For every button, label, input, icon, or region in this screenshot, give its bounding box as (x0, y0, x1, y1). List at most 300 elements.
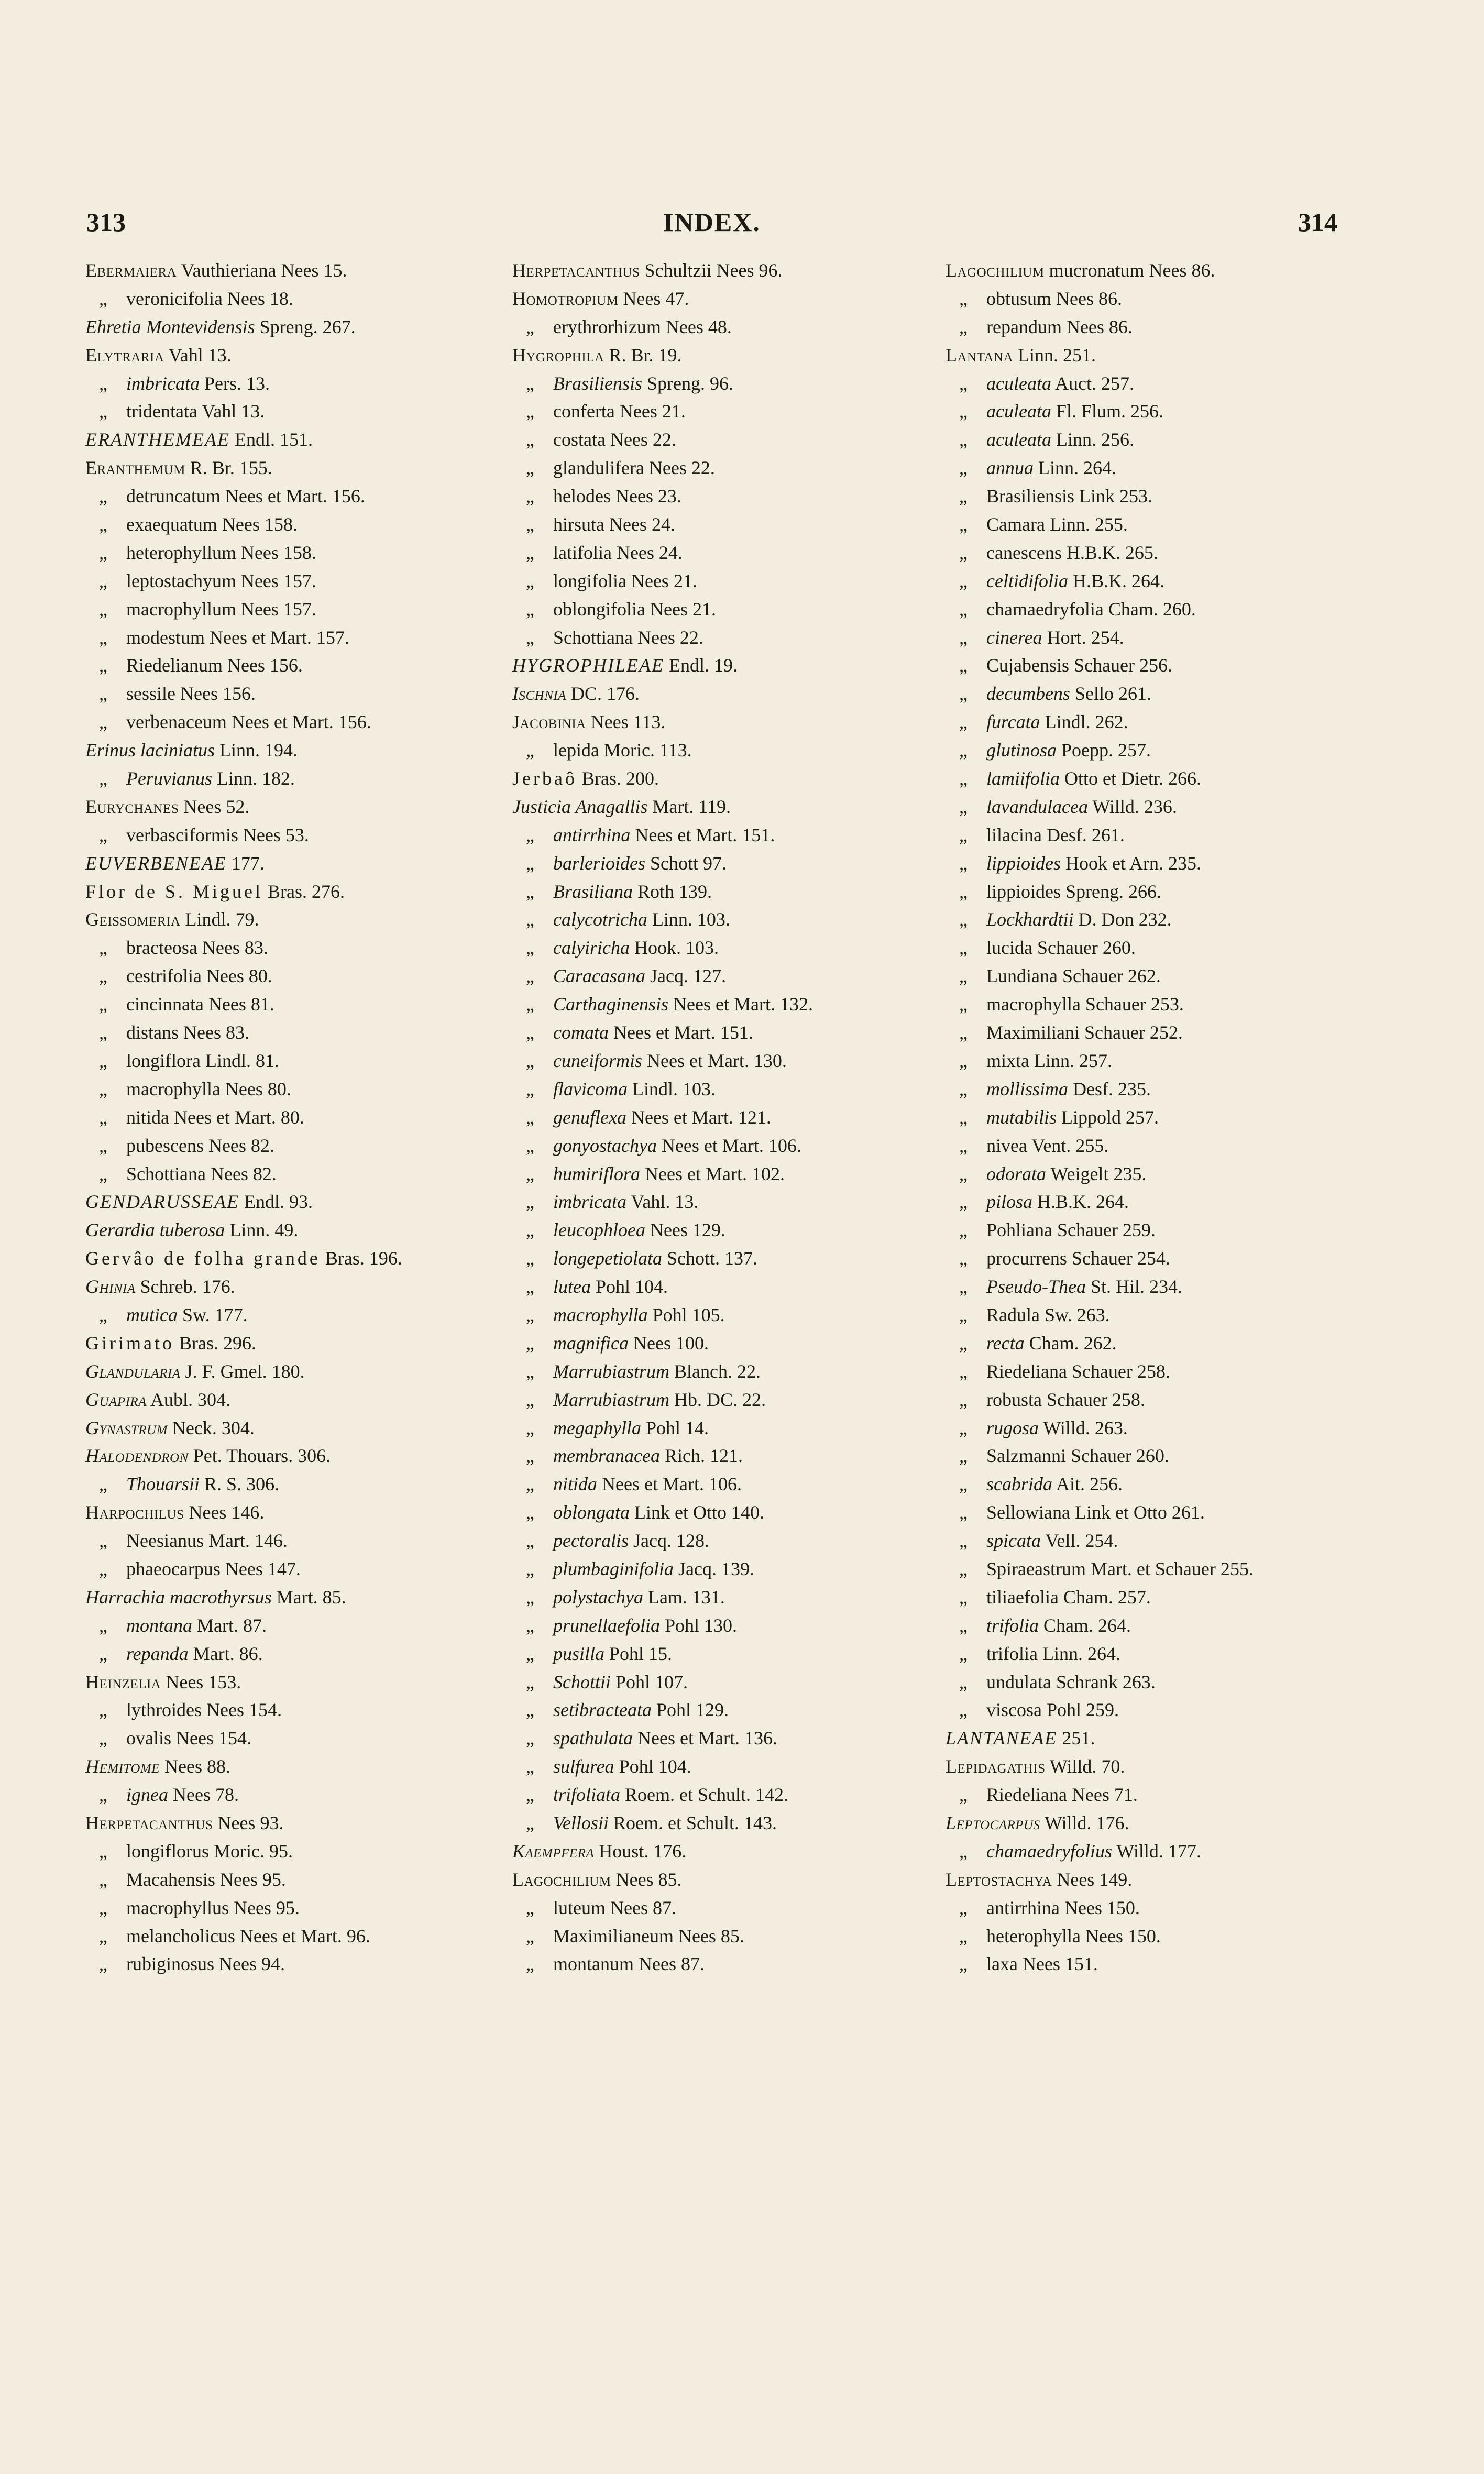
index-entry (512, 342, 931, 370)
entry-text: Nees 153. (161, 1671, 241, 1692)
index-subentry (512, 1188, 931, 1216)
entry-lead: lutea (553, 1276, 591, 1298)
ditto-mark: „ (526, 1106, 534, 1128)
entry-text: antirrhina Nees 150. (986, 1897, 1140, 1918)
ditto-mark: „ (959, 1304, 968, 1325)
entry-text: Spreng. 267. (255, 316, 356, 337)
index-subentry (946, 821, 1443, 850)
index-entry (85, 1753, 499, 1781)
entry-text: Endl. 151. (229, 429, 313, 450)
entry-text: DC. 176. (566, 683, 640, 705)
entry-text: undulata Schrank 263. (986, 1671, 1156, 1692)
ditto-mark: „ (959, 1699, 968, 1721)
ditto-mark: „ (526, 1360, 534, 1382)
entry-text: Sw. 177. (177, 1304, 248, 1325)
entry-text: montanum Nees 87. (553, 1953, 705, 1975)
index-subentry (512, 1640, 931, 1668)
index-subentry (946, 426, 1443, 454)
ditto-mark: „ (959, 288, 968, 309)
ditto-mark: „ (526, 1304, 534, 1325)
index-subentry (512, 1019, 931, 1047)
entry-lead: Halodendron (85, 1445, 189, 1467)
index-subentry (946, 539, 1443, 567)
index-subentry (85, 1724, 499, 1753)
ditto-mark: „ (526, 1022, 534, 1043)
ditto-mark: „ (959, 1106, 968, 1128)
ditto-mark: „ (526, 1643, 534, 1664)
ditto-mark: „ (526, 1784, 534, 1806)
ditto-mark: „ (99, 542, 107, 563)
index-subentry (85, 991, 499, 1019)
entry-lead: annua (986, 457, 1034, 479)
index-entry (512, 652, 931, 680)
index-subentry (946, 313, 1443, 342)
entry-text: Pohl 130. (659, 1614, 738, 1636)
index-subentry (946, 624, 1443, 652)
entry-text: Roth 139. (633, 881, 712, 902)
index-column-3 (946, 257, 1443, 1978)
entry-text: Blanch. 22. (669, 1360, 761, 1382)
entry-lead: Ghinia (85, 1276, 136, 1298)
ditto-mark: „ (526, 1614, 534, 1636)
index-subentry (512, 398, 931, 426)
index-subentry (85, 1132, 499, 1160)
index-subentry (946, 1245, 1443, 1273)
entry-lead: Leptostachya (946, 1868, 1052, 1890)
entry-text: Nees et Mart. 130. (642, 1050, 787, 1071)
index-subentry (85, 962, 499, 991)
index-entry (946, 1809, 1443, 1838)
entry-lead: membranacea (553, 1445, 660, 1467)
ditto-mark: „ (959, 1643, 968, 1664)
index-subentry (946, 567, 1443, 596)
index-subentry (512, 1132, 931, 1160)
ditto-mark: „ (959, 683, 968, 705)
ditto-mark: „ (526, 909, 534, 930)
index-entry (85, 1358, 499, 1386)
entry-lead: Eranthemum (85, 457, 185, 479)
ditto-mark: „ (99, 401, 107, 422)
index-subentry (946, 454, 1443, 482)
index-subentry (946, 1188, 1443, 1216)
entry-text: Riedeliana Nees 71. (986, 1784, 1138, 1806)
entry-text: longifolia Nees 21. (553, 570, 697, 591)
ditto-mark: „ (99, 514, 107, 535)
entry-text: hirsuta Nees 24. (553, 514, 675, 535)
entry-lead: pectoralis (553, 1530, 629, 1552)
index-subentry (946, 1216, 1443, 1245)
index-subentry (946, 1047, 1443, 1075)
entry-text: Nees 129. (645, 1219, 725, 1241)
entry-lead: Elytraria (85, 344, 164, 366)
entry-text: Hort. 254. (1042, 626, 1124, 648)
index-subentry (946, 1668, 1443, 1697)
entry-text: Pohl 105. (647, 1304, 725, 1325)
index-subentry (85, 765, 499, 793)
ditto-mark: „ (959, 1530, 968, 1552)
index-column-2 (512, 257, 931, 1978)
entry-lead: Schottii (553, 1671, 611, 1692)
ditto-mark: „ (99, 1530, 107, 1552)
ditto-mark: „ (959, 1558, 968, 1579)
entry-lead: celtidifolia (986, 570, 1068, 591)
ditto-mark: „ (959, 994, 968, 1015)
index-subentry (85, 1555, 499, 1584)
index-subentry (512, 1894, 931, 1922)
ditto-mark: „ (526, 1671, 534, 1692)
ditto-mark: „ (959, 514, 968, 535)
page-number-left: 313 (86, 207, 126, 237)
ditto-mark: „ (959, 1022, 968, 1043)
ditto-mark: „ (959, 1191, 968, 1213)
entry-text: Bras. 276. (263, 881, 345, 902)
index-subentry (946, 1555, 1443, 1584)
entry-text: Willd. 70. (1045, 1756, 1125, 1777)
index-subentry (946, 906, 1443, 934)
entry-text: heterophylla Nees 150. (986, 1925, 1161, 1947)
entry-text: melancholicus Nees et Mart. 96. (126, 1925, 370, 1947)
ditto-mark: „ (526, 1219, 534, 1241)
entry-lead: longepetiolata (553, 1248, 662, 1269)
entry-text: Weigelt 235. (1046, 1163, 1147, 1184)
entry-text: Neck. 304. (167, 1417, 255, 1438)
entry-text: D. Don 232. (1073, 909, 1172, 930)
index-entry (512, 708, 931, 736)
entry-text: Lundiana Schauer 262. (986, 965, 1161, 987)
entry-text: cincinnata Nees 81. (126, 994, 274, 1015)
entry-lead: Ehretia Montevidensis (85, 316, 255, 337)
index-entry (85, 1188, 499, 1216)
entry-text: R. S. 306. (200, 1474, 280, 1495)
entry-text: Nees 113. (586, 711, 666, 733)
index-subentry (946, 1499, 1443, 1527)
entry-text: Aubl. 304. (146, 1389, 230, 1410)
entry-text: Rich. 121. (659, 1445, 743, 1467)
entry-lead: Brasiliensis (553, 372, 643, 394)
entry-lead: Thouarsii (126, 1474, 200, 1495)
entry-text: Nees 47. (618, 288, 689, 309)
index-subentry (512, 567, 931, 596)
entry-lead: Vellosii (553, 1812, 609, 1833)
ditto-mark: „ (99, 824, 107, 845)
index-subentry (946, 1019, 1443, 1047)
entry-text: Ait. 256. (1052, 1474, 1123, 1495)
ditto-mark: „ (99, 1840, 107, 1862)
ditto-mark: „ (526, 965, 534, 987)
entry-lead: Gynastrum (85, 1417, 168, 1438)
entry-lead: Ebermaiera (85, 260, 177, 281)
entry-lead: glutinosa (986, 740, 1057, 761)
index-subentry (85, 511, 499, 539)
entry-text: verbasciformis Nees 53. (126, 824, 309, 845)
index-subentry (946, 878, 1443, 906)
entry-text: Nees et Mart. 151. (608, 1022, 753, 1043)
index-subentry (512, 1358, 931, 1386)
index-subentry (512, 1922, 931, 1951)
index-subentry (85, 708, 499, 736)
entry-text: Willd. 176. (1040, 1812, 1129, 1833)
ditto-mark: „ (99, 655, 107, 676)
entry-lead: Guapira (85, 1389, 147, 1410)
ditto-mark: „ (959, 740, 968, 761)
index-subentry (512, 1160, 931, 1189)
index-subentry (512, 934, 931, 962)
ditto-mark: „ (526, 1135, 534, 1156)
ditto-mark: „ (526, 514, 534, 535)
entry-text: Jacq. 127. (645, 965, 726, 987)
entry-lead: Glandularia (85, 1360, 181, 1382)
index-subentry (946, 1950, 1443, 1978)
ditto-mark: „ (959, 1417, 968, 1438)
entry-lead: setibracteata (553, 1699, 652, 1721)
entry-text: Mart. 87. (192, 1614, 267, 1636)
entry-text: detruncatum Nees et Mart. 156. (126, 486, 365, 507)
index-subentry (512, 1527, 931, 1555)
entry-text: chamaedryfolia Cham. 260. (986, 598, 1196, 620)
entry-lead: aculeata (986, 401, 1051, 422)
entry-text: verbenaceum Nees et Mart. 156. (126, 711, 371, 733)
entry-lead: ignea (126, 1784, 168, 1806)
entry-text: Vauthieriana Nees 15. (177, 260, 347, 281)
entry-text: laxa Nees 151. (986, 1953, 1098, 1975)
ditto-mark: „ (526, 1530, 534, 1552)
entry-text: Spiraeastrum Mart. et Schauer 255. (986, 1558, 1254, 1579)
entry-lead: trifolia (986, 1614, 1039, 1636)
entry-text: Mart. 119. (647, 796, 731, 817)
index-subentry (512, 1329, 931, 1358)
ditto-mark: „ (526, 1586, 534, 1608)
ditto-mark: „ (526, 457, 534, 479)
index-subentry (946, 1132, 1443, 1160)
index-entry (85, 1273, 499, 1301)
index-entry (512, 285, 931, 313)
index-entry (85, 1584, 499, 1612)
page-header (86, 207, 1337, 244)
entry-lead: Geissomeria (85, 909, 181, 930)
entry-text: Nees 93. (213, 1812, 284, 1833)
index-subentry (512, 482, 931, 511)
index-subentry (85, 1470, 499, 1499)
entry-text: Pohl 104. (614, 1756, 691, 1777)
index-subentry (85, 1866, 499, 1894)
entry-lead: spathulata (553, 1728, 633, 1749)
ditto-mark: „ (526, 1699, 534, 1721)
ditto-mark: „ (959, 372, 968, 394)
index-entry (85, 1809, 499, 1838)
entry-text: Linn. 194. (215, 740, 298, 761)
entry-text: robusta Schauer 258. (986, 1389, 1145, 1410)
entry-text: Bras. 196. (320, 1248, 402, 1269)
index-subentry (85, 1950, 499, 1978)
entry-lead: Harpochilus (85, 1502, 184, 1523)
ditto-mark: „ (959, 1332, 968, 1354)
index-entry (512, 680, 931, 708)
index-subentry (85, 370, 499, 398)
entry-text: rubiginosus Nees 94. (126, 1953, 285, 1975)
index-subentry (946, 1273, 1443, 1301)
entry-text: Radula Sw. 263. (986, 1304, 1110, 1325)
entry-text: Salzmanni Schauer 260. (986, 1445, 1169, 1467)
entry-text: Nees 85. (611, 1868, 682, 1890)
entry-lead: humiriflora (553, 1163, 641, 1184)
ditto-mark: „ (99, 626, 107, 648)
entry-text: Nees et Mart. 106. (656, 1135, 801, 1156)
index-entry (85, 1216, 499, 1245)
ditto-mark: „ (526, 1812, 534, 1833)
entry-lead: barlerioides (553, 852, 645, 874)
entry-text: Lindl. 79. (180, 909, 259, 930)
entry-lead: polystachya (553, 1586, 643, 1608)
ditto-mark: „ (99, 683, 107, 705)
index-subentry (512, 1668, 931, 1697)
index-subentry (512, 1216, 931, 1245)
entry-text: Linn. 251. (1013, 344, 1096, 366)
ditto-mark: „ (526, 740, 534, 761)
index-entry (85, 850, 499, 878)
entry-lead: antirrhina (553, 824, 631, 845)
ditto-mark: „ (99, 1643, 107, 1664)
entry-lead: gonyostachya (553, 1135, 657, 1156)
ditto-mark: „ (959, 316, 968, 337)
index-entry (85, 1414, 499, 1443)
entry-text: Pers. 13. (200, 372, 270, 394)
index-subentry (512, 1047, 931, 1075)
index-subentry (946, 1386, 1443, 1414)
entry-text: Nees et Mart. 132. (668, 994, 813, 1015)
entry-text: trifolia Linn. 264. (986, 1643, 1120, 1664)
entry-text: Schott. 137. (662, 1248, 757, 1269)
ditto-mark: „ (959, 1502, 968, 1523)
entry-text: Otto et Dietr. 266. (1060, 768, 1201, 789)
entry-lead: cuneiformis (553, 1050, 642, 1071)
entry-lead: rugosa (986, 1417, 1039, 1438)
entry-lead: Marrubiastrum (553, 1389, 670, 1410)
index-subentry (946, 736, 1443, 765)
ditto-mark: „ (959, 626, 968, 648)
index-subentry (946, 850, 1443, 878)
entry-lead: Caracasana (553, 965, 646, 987)
entry-text: Hook et Arn. 235. (1061, 852, 1201, 874)
entry-text: Pohl 104. (590, 1276, 668, 1298)
ditto-mark: „ (99, 1050, 107, 1071)
entry-text: Nees et Mart. 121. (626, 1106, 771, 1128)
index-subentry (512, 511, 931, 539)
ditto-mark: „ (99, 1784, 107, 1806)
entry-text: Nees 78. (168, 1784, 239, 1806)
index-subentry (85, 398, 499, 426)
index-entry (85, 342, 499, 370)
entry-lead: pilosa (986, 1191, 1033, 1213)
entry-text: distans Nees 83. (126, 1022, 249, 1043)
index-subentry (512, 1414, 931, 1443)
entry-text: Vahl 13. (164, 344, 232, 366)
entry-text: Desf. 235. (1068, 1078, 1151, 1099)
index-subentry (946, 285, 1443, 313)
index-entry (946, 1866, 1443, 1894)
ditto-mark: „ (99, 1953, 107, 1975)
entry-lead: furcata (986, 711, 1040, 733)
index-subentry (512, 454, 931, 482)
entry-text: Vell. 254. (1041, 1530, 1118, 1552)
index-subentry (85, 1104, 499, 1132)
index-subentry (512, 1950, 931, 1978)
entry-text: glandulifera Nees 22. (553, 457, 715, 479)
entry-lead: Peruvianus (126, 768, 212, 789)
index-entry (85, 793, 499, 821)
index-subentry (946, 1160, 1443, 1189)
index-subentry (512, 1753, 931, 1781)
entry-lead: Ischnia (512, 683, 566, 705)
entry-lead: aculeata (986, 429, 1051, 450)
ditto-mark: „ (959, 542, 968, 563)
index-subentry (85, 821, 499, 850)
index-subentry (85, 1640, 499, 1668)
index-entry (946, 1753, 1443, 1781)
index-entry (85, 878, 499, 906)
entry-text: Schott 97. (645, 852, 727, 874)
entry-text: Vahl. 13. (626, 1191, 699, 1213)
ditto-mark: „ (959, 796, 968, 817)
index-subentry (512, 1499, 931, 1527)
entry-text: Maximiliani Schauer 252. (986, 1022, 1183, 1043)
ditto-mark: „ (959, 1953, 968, 1975)
ditto-mark: „ (526, 1191, 534, 1213)
ditto-mark: „ (526, 1050, 534, 1071)
ditto-mark: „ (959, 1474, 968, 1495)
entry-lead: Eurychanes (85, 796, 179, 817)
index-entry (946, 342, 1443, 370)
entry-lead: nitida (553, 1474, 598, 1495)
ditto-mark: „ (99, 1558, 107, 1579)
index-subentry (946, 1894, 1443, 1922)
ditto-mark: „ (526, 824, 534, 845)
entry-text: Roem. et Schult. 142. (620, 1784, 789, 1806)
ditto-mark: „ (526, 1248, 534, 1269)
ditto-mark: „ (99, 994, 107, 1015)
index-subentry (946, 934, 1443, 962)
index-subentry (512, 962, 931, 991)
entry-text: tridentata Vahl 13. (126, 401, 265, 422)
ditto-mark: „ (959, 711, 968, 733)
ditto-mark: „ (959, 486, 968, 507)
entry-lead: Girimato (85, 1332, 174, 1354)
index-entry (85, 1499, 499, 1527)
ditto-mark: „ (526, 1502, 534, 1523)
ditto-mark: „ (99, 1897, 107, 1918)
entry-lead: Hemitome (85, 1756, 160, 1777)
entry-text: Mart. 86. (188, 1643, 263, 1664)
entry-text: Spreng. 96. (642, 372, 734, 394)
ditto-mark: „ (959, 1614, 968, 1636)
ditto-mark: „ (959, 768, 968, 789)
index-subentry (946, 765, 1443, 793)
ditto-mark: „ (959, 1840, 968, 1862)
entry-text: Pohl 15. (604, 1643, 673, 1664)
entry-lead: mutabilis (986, 1106, 1057, 1128)
entry-text: Riedelianum Nees 156. (126, 655, 303, 676)
entry-text: erythrorhizum Nees 48. (553, 316, 732, 337)
index-subentry (512, 370, 931, 398)
entry-text: Mart. 85. (271, 1586, 346, 1608)
ditto-mark: „ (526, 937, 534, 959)
index-entry (85, 1442, 499, 1470)
ditto-mark: „ (959, 1925, 968, 1947)
ditto-mark: „ (99, 1868, 107, 1890)
index-subentry (512, 1301, 931, 1329)
ditto-mark: „ (959, 1445, 968, 1467)
entry-lead: Herpetacanthus (85, 1812, 213, 1833)
entry-text: R. Br. 19. (604, 344, 682, 366)
